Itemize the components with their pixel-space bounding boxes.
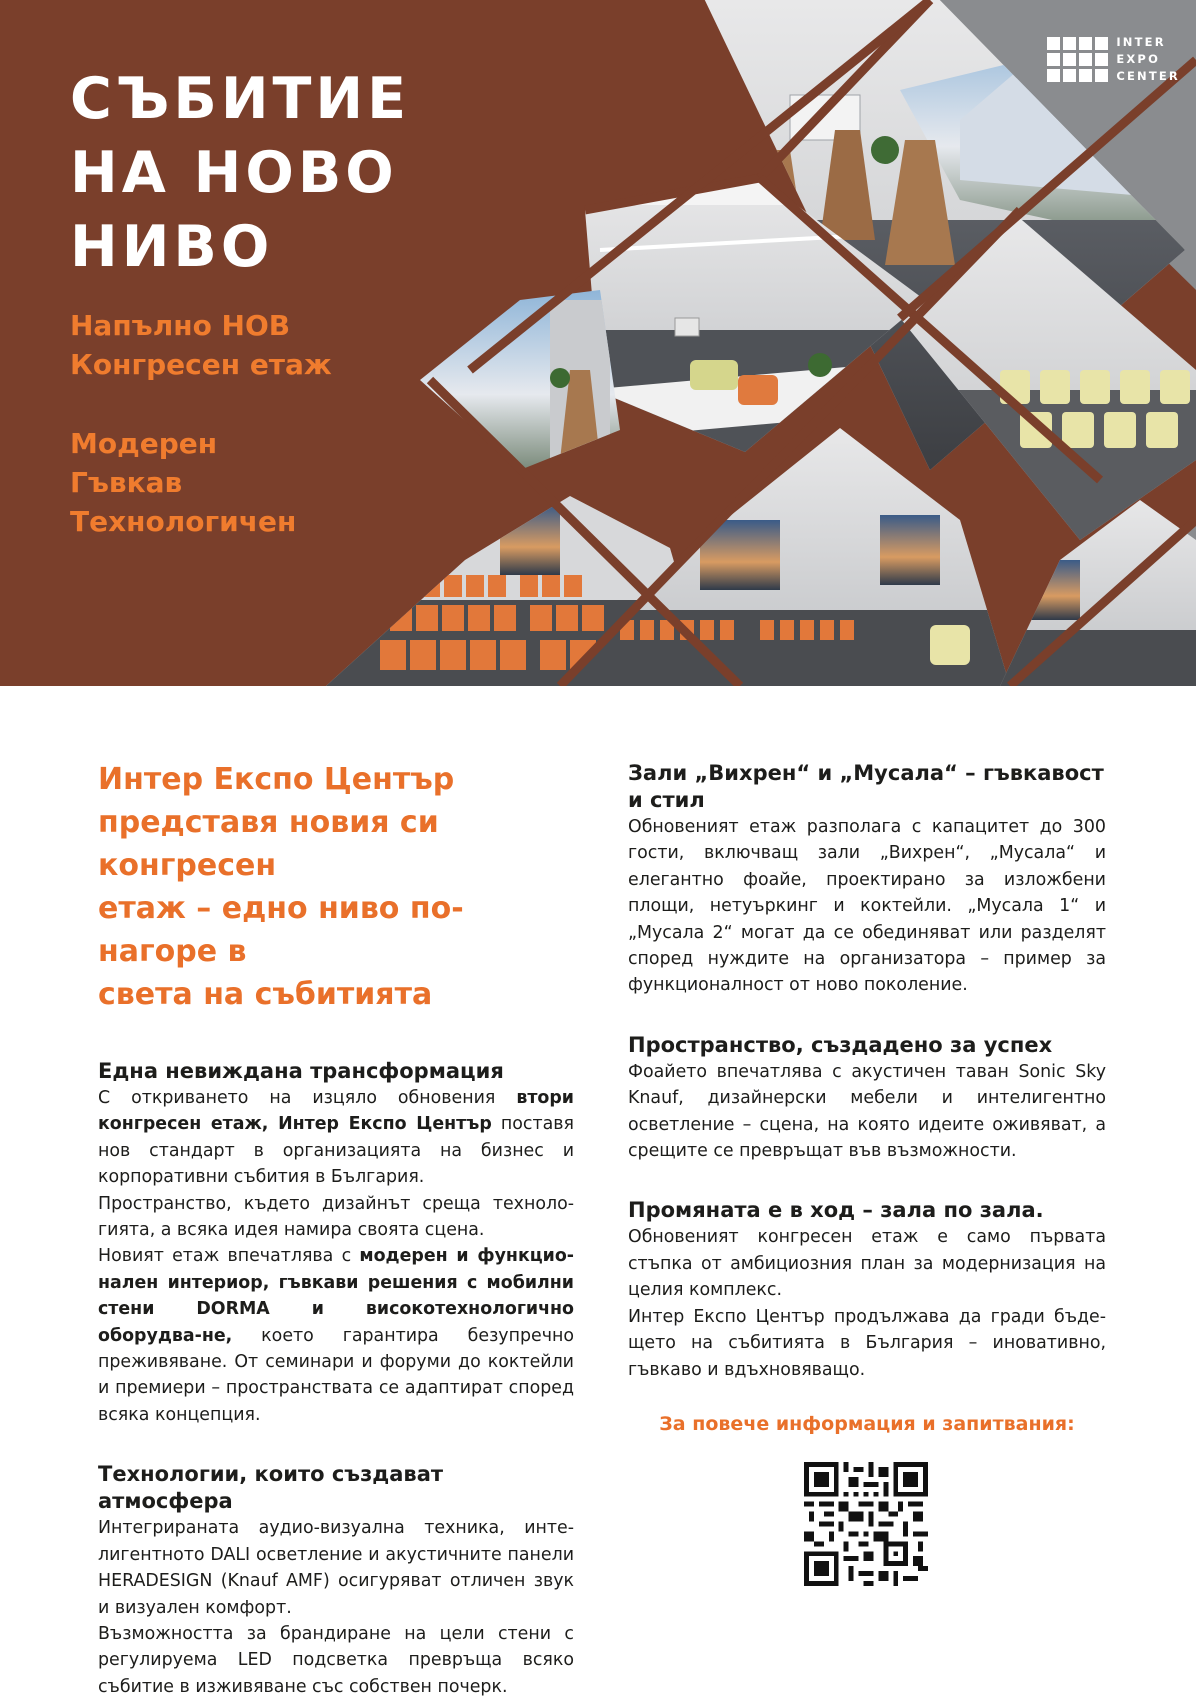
hero-banner [0, 0, 1196, 686]
logo-text-line: EXPO [1116, 52, 1161, 66]
text-run-bold: втори конгресен етаж, Интер Експо Център [98, 1088, 574, 1135]
text-run: което гарантира безупречно преживяване. От семинари и форуми до коктейли и премиери – пространствата се адаптират според всяка концепция. [98, 1325, 574, 1425]
transformation-paragraph-3 [98, 1243, 574, 1428]
hero-title-line: НИВО [70, 214, 274, 280]
hero-title-line: СЪБИТИЕ [70, 66, 411, 132]
main-headline [98, 758, 574, 1016]
technologies-paragraph-2: Възможността за брандиране на цели стени с регулируема LED подсветка превръща всяко събитие в изживяване със собствен почерк. [98, 1623, 574, 1697]
change-paragraph-1: Обновеният конгресен етаж е само първата стъпка от амбициозния план за модернизация на целия комплекс. [628, 1227, 1106, 1301]
headline-line: Интер Експо Център [98, 762, 455, 797]
section-title-transformation: Една невиждана трансформация [98, 1059, 504, 1083]
technologies-paragraph-1: Интегрираната аудио-визуална техника, инте-лигентното DALI осветление и акустичните панели HERADESIGN (Knauf AMF) осигуряват отличен звук и визуален комфорт. [98, 1518, 574, 1618]
logo-text [1116, 34, 1180, 85]
hero-tagline-line: Гъвкав [70, 466, 183, 499]
headline-line: представя новия си конгресен [98, 805, 439, 883]
right-column [628, 760, 1106, 1435]
space-paragraph: Фоайето впечатлява с акустичен таван Sonic Sky Knauf, дизайнерски мебели и интелигентно осветление – сцена, на която идеите оживяват, а срещите се превръщат във възможности. [628, 1061, 1106, 1162]
text-run: С откриването на изцяло обновения [98, 1088, 517, 1108]
section-title-change: Промяната е в ход – зала по зала. [628, 1198, 1044, 1223]
hero-subtitle-line: Конгресен етаж [70, 348, 332, 381]
qr-code-icon[interactable] [804, 1462, 928, 1586]
logo-grid-icon [1047, 37, 1108, 82]
text-run-bold: модерен и функцио-нален интериор, гъвкави решения с мобилни стени DORMA и високотехнологично оборудва-не, [98, 1246, 574, 1346]
hero-text-block [70, 62, 410, 541]
hero-subtitle-line: Напълно НОВ [70, 309, 291, 342]
left-column [98, 752, 574, 1700]
text-run: поставя нов стандарт в организацията на бизнес и корпоративни събития в България. [98, 1114, 574, 1188]
hero-title [70, 62, 410, 284]
section-title-technologies: Технологии, които създават атмосфера [98, 1462, 444, 1514]
logo-text-line: INTER [1116, 35, 1166, 49]
transformation-paragraph-2: Пространство, където дизайнът среща техноло-гията, а всяка идея намира своята сцена. [98, 1193, 574, 1241]
halls-paragraph: Обновеният етаж разполага с капацитет до 300 гости, включващ зали „Вихрен“, „Мусала“ и елегантно фоайе, проектирано за изложбени площи, нетуъркинг и коктейли. „Мусала 1“ и „Мусала 2“ могат да се обединяват или разделят според нуждите на организатора – пример за функционалност от ново поколение. [628, 817, 1106, 996]
hero-tagline-line: Модерен [70, 427, 218, 460]
headline-line: етаж – едно ниво по-нагоре в [98, 891, 464, 969]
text-run: Новият етаж впечатлява с [98, 1246, 360, 1267]
contact-cta: За повече информация и запитвания: [659, 1412, 1075, 1435]
transformation-paragraph-1 [98, 1085, 574, 1191]
logo-text-line: CENTER [1116, 69, 1180, 83]
hero-tagline-line: Технологичен [70, 505, 297, 538]
hero-title-line: НА НОВО [70, 140, 398, 206]
headline-line: света на събитията [98, 977, 433, 1012]
hero-subtitle [70, 306, 410, 384]
change-paragraph-2: Интер Експо Център продължава да гради бъде-щето на събитията в България – иновативно, гъвкаво и вдъхновяващо. [628, 1306, 1106, 1380]
inter-expo-center-logo [1047, 34, 1180, 85]
section-title-space: Пространство, създадено за успех [628, 1032, 1053, 1057]
hero-tagline [70, 424, 410, 541]
section-title-halls: Зали „Вихрен“ и „Мусала“ – гъвкавост и стил [628, 761, 1104, 812]
